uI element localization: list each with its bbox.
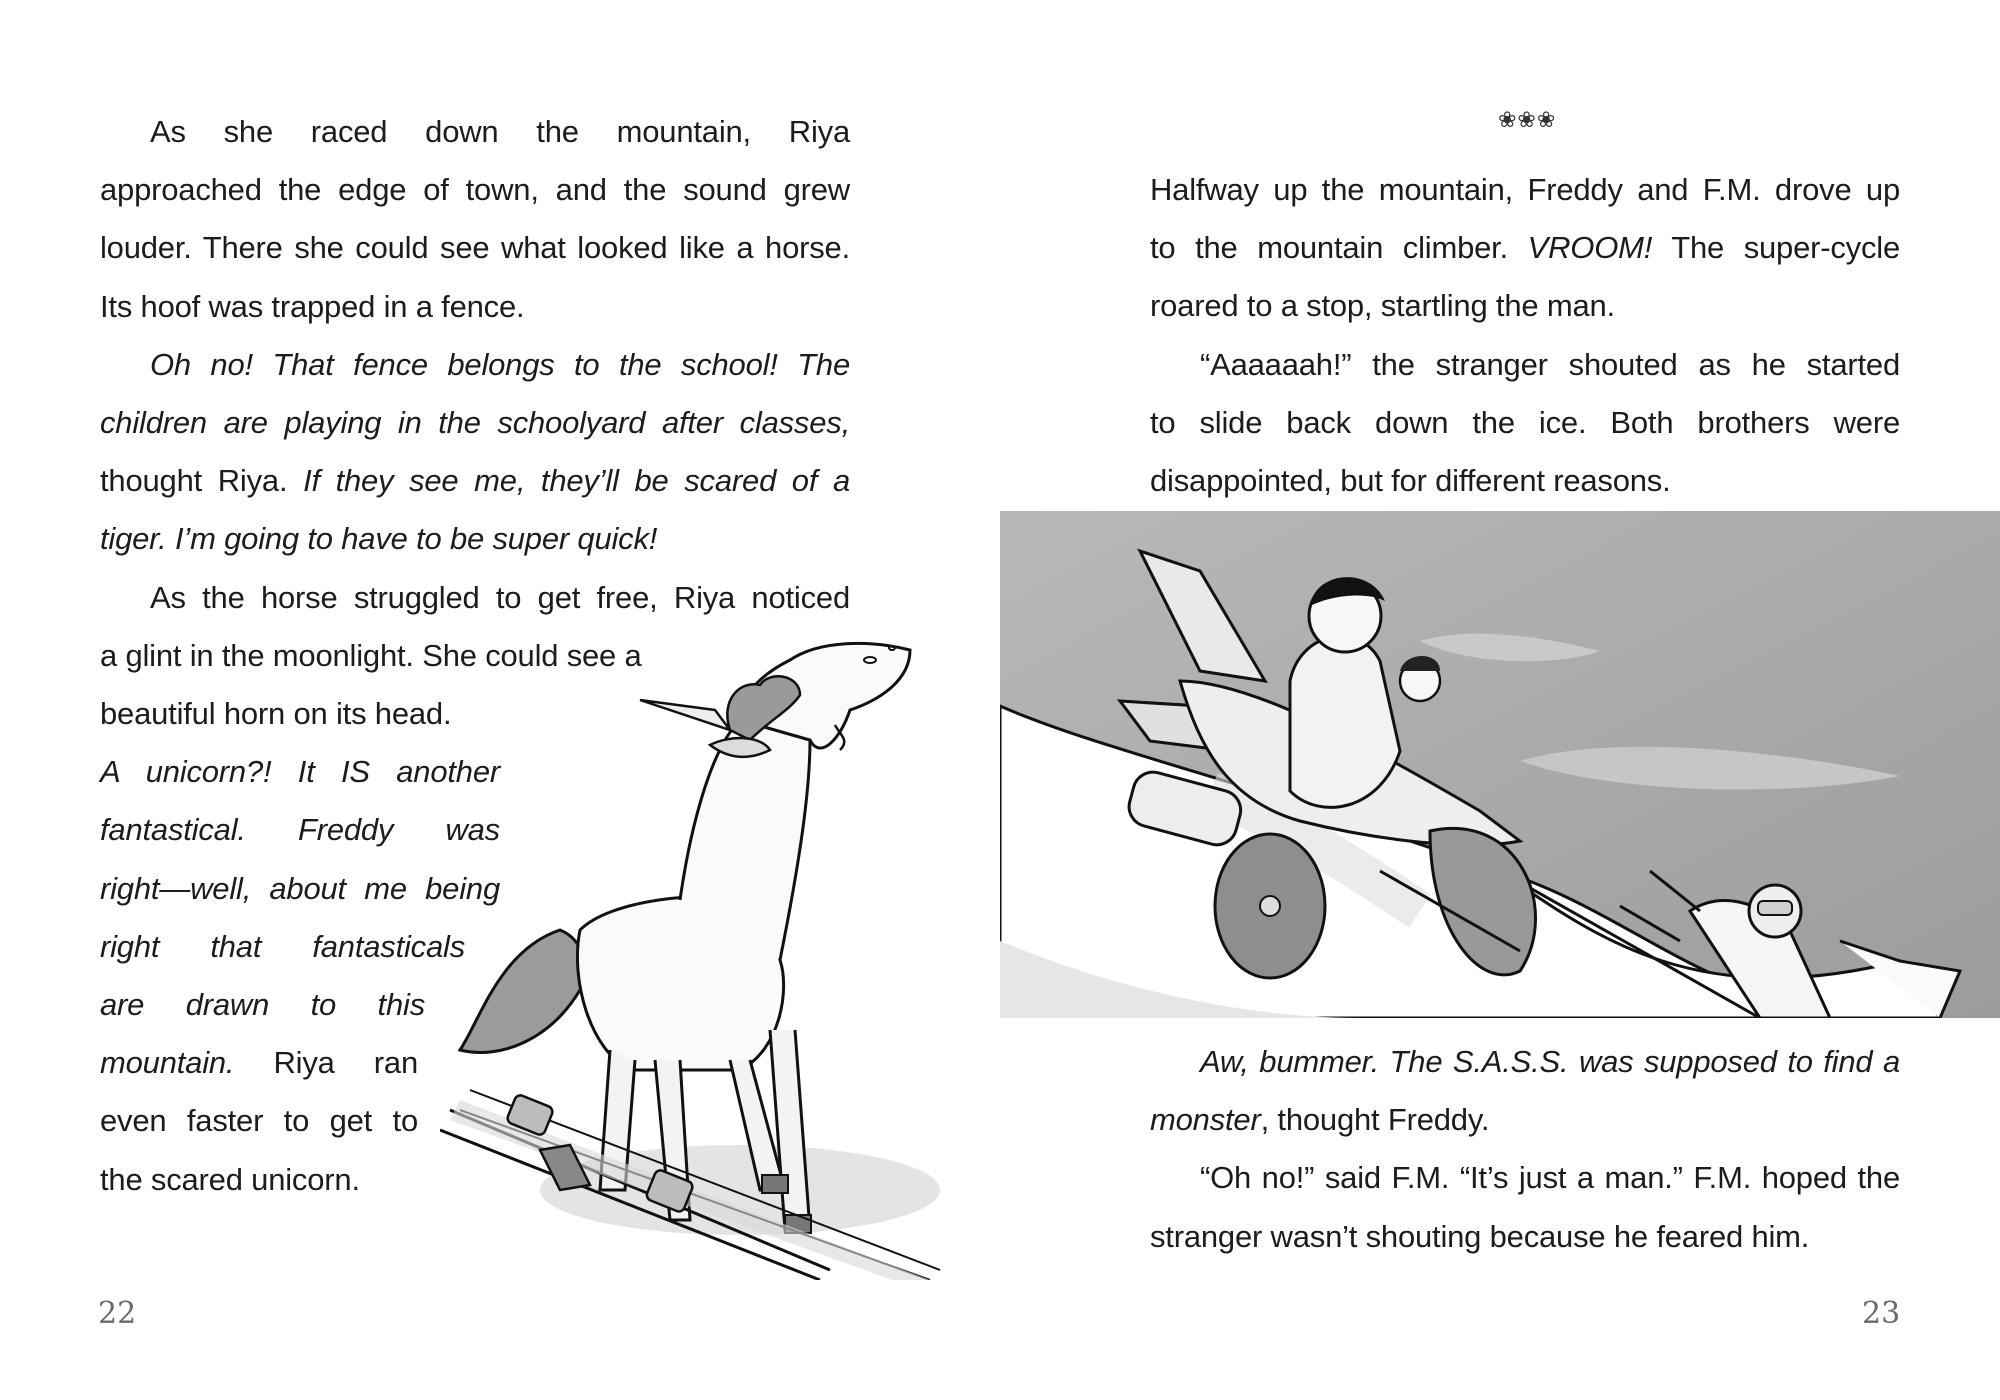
- text: “Oh no!” said F.M. “It’s just a man.” F.M. hoped the: [1200, 1160, 1900, 1196]
- text-line: [1150, 1217, 1809, 1257]
- text: Riya ran: [273, 1045, 418, 1081]
- italic-text: Oh no! That fence belongs to the school! The: [150, 346, 850, 382]
- unicorn-illustration: [440, 630, 960, 1280]
- text-line: [1150, 403, 1900, 443]
- right-page: [1000, 0, 2000, 1400]
- text-line: [100, 461, 850, 501]
- text-line: [100, 228, 850, 268]
- italic-text: monster: [1150, 1102, 1261, 1138]
- text-line: [100, 1160, 360, 1200]
- text-line: [100, 403, 850, 443]
- text: beautiful horn on its head.: [100, 696, 452, 731]
- italic-text: fantastical. Freddy was: [100, 812, 500, 848]
- text-line: [1200, 345, 1900, 385]
- text: approached the edge of town, and the sound grew: [100, 172, 850, 208]
- text: roared to a stop, startling the man.: [1150, 288, 1615, 324]
- italic-text: tiger. I’m going to have to be super quick!: [100, 521, 658, 557]
- text-line: [100, 985, 425, 1025]
- text: a glint in the moonlight. She could see a: [100, 637, 642, 673]
- text: , thought Freddy.: [1260, 1102, 1490, 1138]
- text: The super-cycle: [1652, 230, 1900, 266]
- text: the scared unicorn.: [100, 1161, 360, 1197]
- text-line: [1150, 170, 1900, 210]
- text-line: [1150, 461, 1671, 501]
- page-number-right: 23: [1862, 1296, 1901, 1331]
- super-cycle-illustration: [1000, 511, 2000, 1018]
- text: stranger wasn’t shouting because he feared him.: [1150, 1218, 1810, 1254]
- text-line: [150, 112, 850, 152]
- italic-text: If they see me, they’ll be scared of a: [303, 463, 850, 499]
- italic-text: VROOM!: [1527, 230, 1653, 266]
- text-line: [100, 1043, 418, 1083]
- text-line: [100, 287, 524, 327]
- text-line: [1200, 1158, 1900, 1198]
- text: to slide back down the ice. Both brothers were: [1150, 404, 1900, 440]
- italic-text: A unicorn?! It IS another: [100, 754, 500, 790]
- italic-text: Aw, bummer. The S.A.S.S. was supposed to find a: [1200, 1044, 1900, 1079]
- text-line: [150, 345, 850, 385]
- text-line: [100, 519, 657, 559]
- text: “Aaaaaah!” the stranger shouted as he started: [1200, 346, 1900, 382]
- text: Halfway up the mountain, Freddy and F.M. drove up: [1150, 172, 1900, 207]
- text-line: [100, 170, 850, 210]
- italic-text: mountain.: [100, 1045, 274, 1081]
- text-line: [150, 578, 850, 618]
- text-line: [100, 694, 451, 734]
- page-number-left: 22: [98, 1296, 137, 1331]
- italic-text: right—well, about me being: [100, 870, 500, 906]
- italic-text: are drawn to this: [100, 987, 425, 1022]
- text-line: [1150, 228, 1900, 268]
- italic-text: children are playing in the schoolyard after classes,: [100, 405, 850, 440]
- text: to the mountain climber.: [1150, 230, 1528, 266]
- text-line: [100, 927, 465, 967]
- text: even faster to get to: [100, 1103, 418, 1139]
- scene-break-ornament: ❀❀❀: [1498, 108, 1557, 133]
- text: louder. There she could see what looked like a horse.: [100, 230, 850, 266]
- text: As the horse struggled to get free, Riya noticed: [150, 579, 850, 615]
- text-line: [100, 1101, 418, 1141]
- text: thought Riya.: [100, 463, 304, 499]
- text-line: [1150, 1100, 1489, 1140]
- text-line: [1150, 286, 1615, 326]
- text: Its hoof was trapped in a fence.: [100, 288, 525, 324]
- text-line: [1200, 1042, 1900, 1082]
- text: disappointed, but for different reasons.: [1150, 463, 1671, 498]
- text: As she raced down the mountain, Riya: [150, 114, 850, 149]
- italic-text: right that fantasticals: [100, 928, 465, 964]
